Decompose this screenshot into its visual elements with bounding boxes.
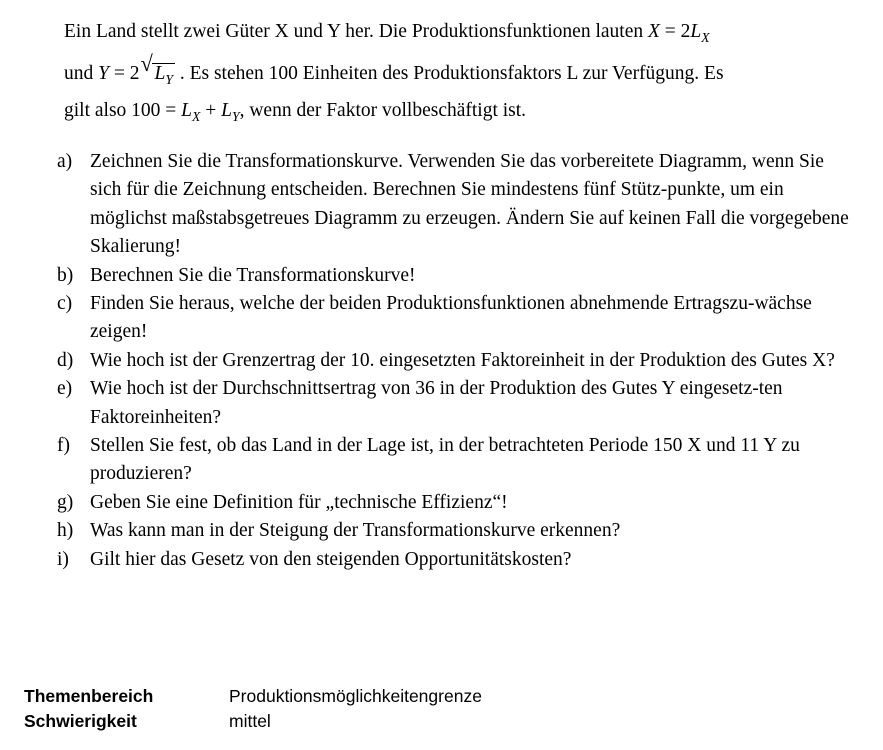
formula-x: [647, 21, 710, 45]
task-label: a): [57, 151, 73, 172]
formula-lhs: X: [647, 21, 660, 42]
task-text: Was kann man in der Steigung der Transformationskurve erkennen?: [90, 520, 621, 542]
formula-y: [98, 51, 180, 88]
task-text: Berechnen Sie die Transformationskurve!: [90, 264, 416, 286]
formula-var: L: [690, 21, 702, 42]
formula-eq: = 2: [659, 21, 691, 42]
task-label: h): [57, 520, 74, 542]
meta-info: [24, 684, 482, 734]
intro-line-1: [64, 14, 854, 56]
task-item-c: [57, 290, 857, 347]
intro-line-2: [64, 51, 854, 93]
intro-text: , wenn der Faktor vollbeschäftigt ist.: [239, 99, 527, 121]
task-label: b): [57, 264, 74, 286]
task-label: f): [57, 435, 70, 457]
problem-statement: [64, 14, 854, 135]
task-text: Wie hoch ist der Grenzertrag der 10. eingesetzten Faktoreinheit in der Produktion des Gutes X?: [90, 349, 835, 371]
formula-plus: +: [200, 99, 222, 121]
task-text: Stellen Sie fest, ob das Land in der Lage ist, in der betrachteten Periode 150 X und 11 Y zu produzieren?: [90, 435, 800, 485]
task-item-d: [57, 347, 857, 375]
task-label: e): [57, 378, 73, 400]
task-label: d): [57, 349, 74, 371]
formula-sub: X: [701, 29, 710, 45]
task-item-e: [57, 375, 857, 432]
formula-sub: Y: [231, 108, 240, 124]
task-item-b: [57, 262, 857, 290]
difficulty-row: [24, 709, 482, 734]
task-text: Geben Sie eine Definition für „technische Effizienz“!: [90, 491, 508, 513]
task-text: Finden Sie heraus, welche der beiden Produktionsfunktionen abnehmende Ertragszu-wächse zeigen!: [90, 293, 812, 343]
task-item-f: [57, 432, 857, 489]
formula-eq: =: [160, 99, 182, 121]
formula-constraint: [131, 99, 240, 124]
task-label: g): [57, 491, 74, 513]
task-text: Wie hoch ist der Durchschnittsertrag von 36 in der Produktion des Gutes Y eingesetz-ten Faktoreinheiten?: [90, 378, 783, 428]
formula-var: L: [154, 63, 166, 85]
formula-sub: Y: [165, 72, 173, 88]
difficulty-label: Schwierigkeit: [24, 711, 137, 731]
intro-line-3: [64, 93, 854, 135]
intro-text: und: [64, 63, 99, 85]
topic-row: [24, 684, 482, 709]
intro-text: gilt also: [64, 99, 132, 121]
radical-icon: √: [140, 51, 153, 77]
formula-var: L: [181, 99, 193, 121]
intro-text: . Es stehen 100 Einheiten des Produktionsfaktors L zur Verfügung. Es: [179, 63, 724, 85]
topic-value: Produktionsmöglichkeitengrenze: [229, 686, 482, 706]
intro-text: Ein Land stellt zwei Güter X und Y her. Die Produktionsfunktionen lauten: [64, 21, 648, 42]
radicand: [152, 63, 174, 87]
task-text: Zeichnen Sie die Transformationskurve. Verwenden Sie das vorbereitete Diagramm, wenn Sie sich für die Zeichnung entscheiden. Berechnen Sie mindestens fünf Stütz-punkte, um ein möglichst maßstabsgetreues Diagramm zu erzeugen. Ändern Sie auf keinen Fall die vorgegebene Skalierung!: [90, 151, 849, 258]
formula-var: L: [221, 99, 232, 121]
task-item-g: [57, 489, 857, 517]
task-text: Gilt hier das Gesetz von den steigenden Opportunitätskosten?: [90, 548, 572, 570]
task-list: [57, 148, 857, 574]
topic-label: Themenbereich: [24, 686, 154, 706]
sqrt-symbol: [140, 51, 174, 93]
difficulty-value: mittel: [229, 711, 271, 731]
task-item-h: [57, 517, 857, 545]
formula-lhs: 100: [131, 99, 161, 121]
formula-lhs: Y: [98, 63, 109, 85]
task-item-a: [57, 148, 857, 262]
task-item-i: [57, 546, 857, 574]
task-label: i): [57, 548, 69, 570]
formula-sub: X: [192, 108, 201, 124]
formula-eq: = 2: [108, 63, 140, 85]
task-label: c): [57, 293, 73, 315]
